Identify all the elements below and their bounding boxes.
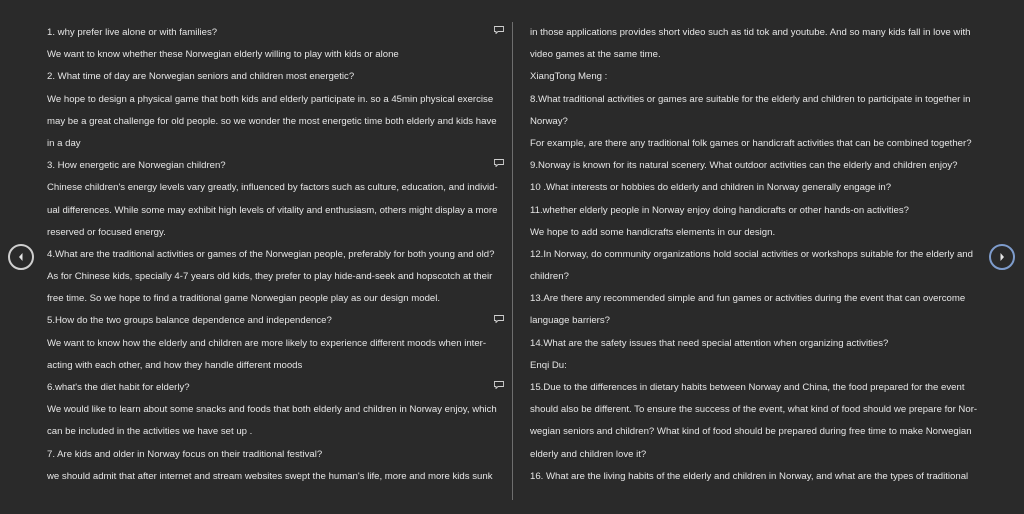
left-page	[47, 22, 498, 488]
text-line: 13.Are there any recommended simple and fun games or activities during the event that can overcome	[530, 293, 966, 305]
text-line: 8.What traditional activities or games are suitable for the elderly and children to participate in together in	[530, 93, 971, 105]
text-line: We want to know how the elderly and children are more likely to experience different moods when inter-	[47, 337, 487, 349]
text-line: 2. What time of day are Norwegian seniors and children most energetic?	[47, 71, 355, 83]
right-page	[530, 22, 980, 488]
comment-icon[interactable]	[494, 381, 504, 389]
text-line: in a day	[47, 137, 81, 149]
comment-icon[interactable]	[494, 159, 504, 167]
text-line: 5.How do the two groups balance dependence and independence?	[47, 315, 332, 327]
text-line: 11.whether elderly people in Norway enjoy doing handicrafts or other hands-on activities?	[530, 204, 909, 216]
comment-icon[interactable]	[494, 315, 504, 323]
text-line: we should admit that after internet and stream websites swept the human's life, more and more kids sunk	[47, 470, 493, 482]
text-line: should also be different. To ensure the success of the event, what kind of food should we prepare for Nor-	[530, 404, 978, 416]
previous-page-button[interactable]	[8, 244, 34, 270]
text-line: 6.what's the diet habit for elderly?	[47, 382, 190, 393]
text-line: 3. How energetic are Norwegian children?	[47, 160, 226, 172]
text-line: elderly and children love it?	[530, 448, 647, 460]
text-line: Enqi Du:	[530, 359, 567, 371]
comment-icon[interactable]	[494, 26, 504, 34]
text-line: 16. What are the living habits of the elderly and children in Norway, and what are the types of traditional	[530, 470, 969, 482]
text-line: Chinese children's energy levels vary greatly, influenced by factors such as culture, education, and individ-	[47, 182, 498, 194]
text-line: 9.Norway is known for its natural scenery. What outdoor activities can the elderly and children enjoy?	[530, 160, 958, 172]
text-line: For example, are there any traditional folk games or handicraft activities that can be combined together?	[530, 137, 972, 149]
text-line: XiangTong Meng :	[530, 71, 608, 83]
text-line: children?	[530, 271, 569, 283]
text-line: can be included in the activities we have set up .	[47, 426, 253, 438]
text-line: 15.Due to the differences in dietary habits between Norway and China, the food prepared for the event	[530, 382, 965, 393]
text-line: acting with each other, and how they handle different moods	[47, 359, 303, 371]
chevron-right-icon	[996, 251, 1008, 263]
text-line: ual differences. While some may exhibit high levels of vitality and enthusiasm, others might display a more	[47, 204, 498, 216]
text-line: We hope to add some handicrafts elements in our design.	[530, 226, 776, 238]
chevron-left-icon	[15, 251, 27, 263]
text-line: may be a great challenge for old people. so we wonder the most energetic time both elderly and kids have	[47, 115, 497, 127]
text-line: 10 .What interests or hobbies do elderly and children in Norway generally engage in?	[530, 182, 892, 194]
text-line: language barriers?	[530, 315, 611, 327]
text-line: As for Chinese kids, specially 4-7 years old kids, they prefer to play hide-and-seek and hopscotch at their	[47, 271, 493, 283]
text-line: free time. So we hope to find a traditional game Norwegian people play as our design model.	[47, 293, 441, 305]
text-line: Norway?	[530, 115, 568, 127]
text-line: 7. Are kids and older in Norway focus on their traditional festival?	[47, 448, 323, 460]
text-line: in those applications provides short video such as tid tok and youtube. And so many kids fall in love with	[530, 27, 971, 38]
text-line: 12.In Norway, do community organizations hold social activities or workshops suitable for the elderly and	[530, 248, 973, 260]
text-line: We would like to learn about some snacks and foods that both elderly and children in Norway enjoy, which	[47, 404, 497, 416]
text-line: wegian seniors and children? What kind of food should be prepared during free time to make Norwegian	[530, 426, 972, 438]
text-line: 14.What are the safety issues that need special attention when organizing activities?	[530, 337, 889, 349]
page-divider	[512, 22, 513, 500]
text-line: We want to know whether these Norwegian elderly willing to play with kids or alone	[47, 49, 399, 61]
next-page-button[interactable]	[989, 244, 1015, 270]
text-line: video games at the same time.	[530, 49, 661, 61]
text-line: We hope to design a physical game that both kids and elderly participate in. so a 45min physical exercise	[47, 93, 494, 105]
text-line: reserved or focused energy.	[47, 226, 166, 238]
text-line: 1. why prefer live alone or with families?	[47, 27, 218, 38]
text-line: 4.What are the traditional activities or games of the Norwegian people, preferably for both young and old?	[47, 248, 495, 260]
